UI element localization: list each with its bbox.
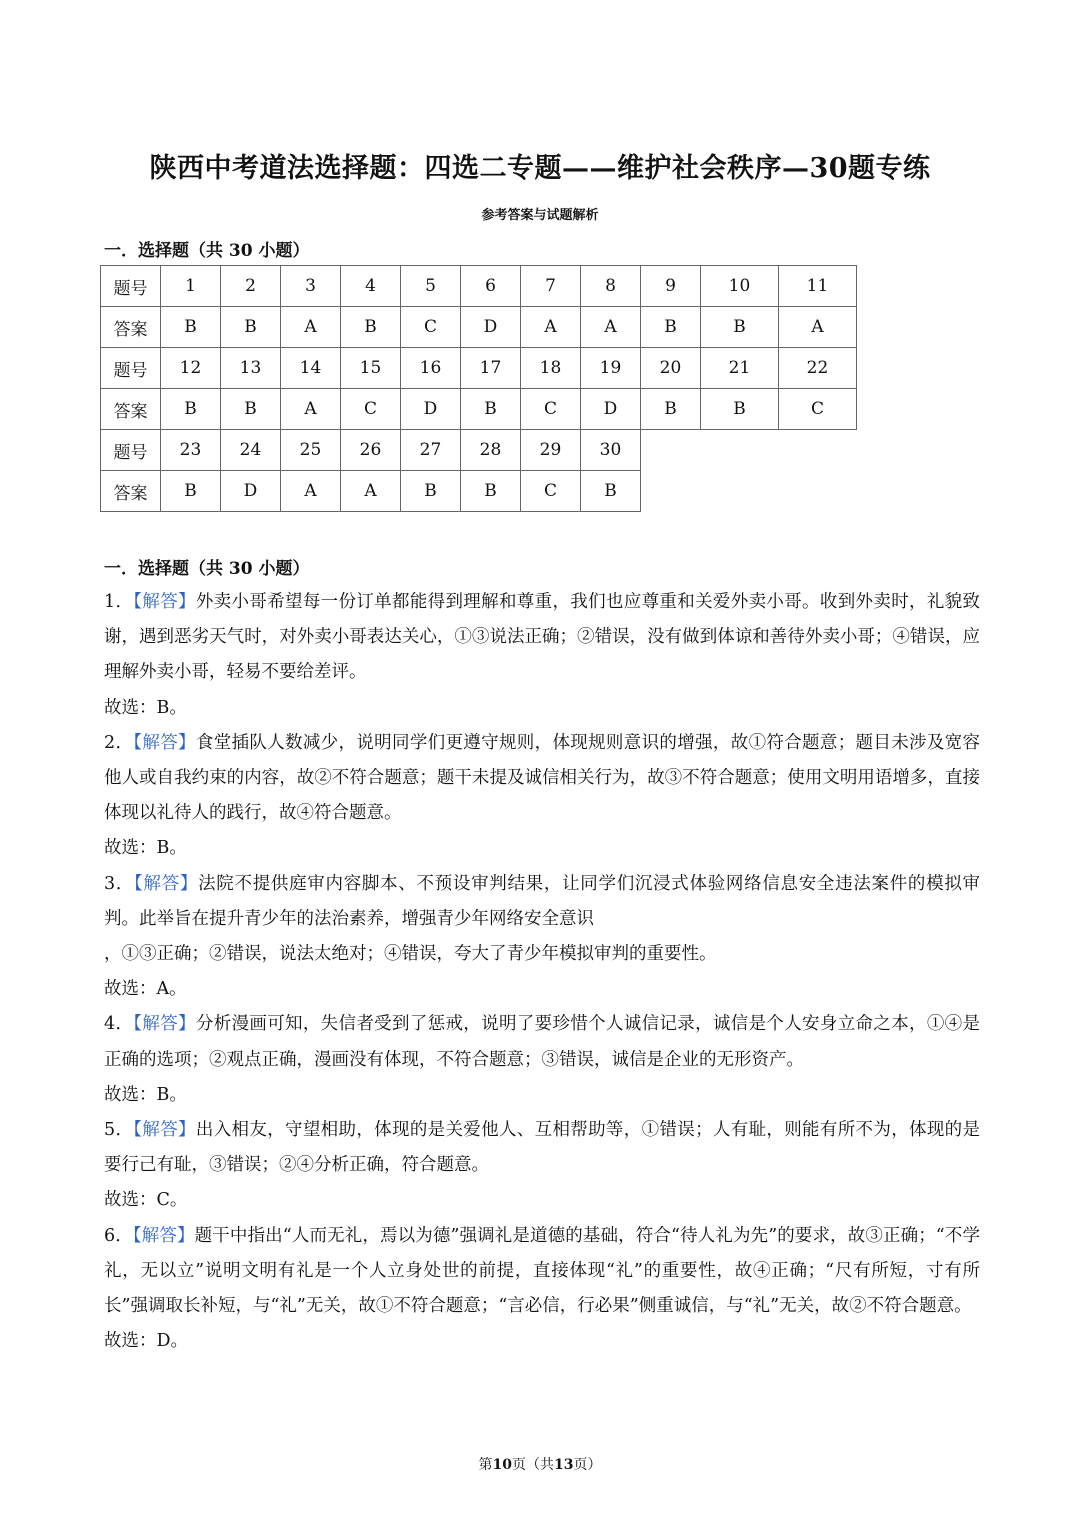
explanation-4: 4．【解答】分析漫画可知，失信者受到了惩戒，说明了要珍惜个人诚信记录，诚信是个人安身立命之本，①④是正确的选项；②观点正确，漫画没有体现，不符合题意；③错误，诚信是企业的无形资产。 bbox=[104, 1014, 981, 1070]
table-cell: C bbox=[521, 389, 581, 430]
table-row-header: 答案 bbox=[101, 307, 161, 348]
table-cell: B bbox=[641, 307, 701, 348]
page-subtitle: 参考答案与试题解析 bbox=[481, 208, 599, 223]
table-cell: 29 bbox=[521, 430, 581, 471]
answer-2: 故选：B。 bbox=[104, 838, 187, 859]
table-cell: D bbox=[581, 389, 641, 430]
table-cell: 20 bbox=[641, 348, 701, 389]
table-cell: B bbox=[161, 389, 221, 430]
table-cell: 30 bbox=[581, 430, 641, 471]
table-cell: B bbox=[341, 307, 401, 348]
table-row-header: 题号 bbox=[101, 266, 161, 307]
table-cell: A bbox=[281, 389, 341, 430]
table-cell: C bbox=[779, 389, 857, 430]
table-cell: B bbox=[221, 307, 281, 348]
table-cell bbox=[779, 430, 857, 471]
table-cell: B bbox=[641, 389, 701, 430]
table-row-header: 答案 bbox=[101, 389, 161, 430]
section-heading-answers: 一．选择题（共 30 小题） bbox=[104, 241, 310, 261]
table-cell: 18 bbox=[521, 348, 581, 389]
table-cell bbox=[779, 471, 857, 512]
table-cell: 6 bbox=[461, 266, 521, 307]
table-cell bbox=[701, 471, 779, 512]
table-cell: 5 bbox=[401, 266, 461, 307]
table-cell: 2 bbox=[221, 266, 281, 307]
table-cell: 7 bbox=[521, 266, 581, 307]
explanations bbox=[104, 585, 980, 1359]
table-row bbox=[101, 266, 857, 307]
table-cell: 9 bbox=[641, 266, 701, 307]
explanation-1: 1．【解答】外卖小哥希望每一份订单都能得到理解和尊重，我们也应尊重和关爱外卖小哥。收到外卖时，礼貌致谢，遇到恶劣天气时，对外卖小哥表达关心，①③说法正确；②错误，没有做到体谅和善待外卖小哥；④错误，应理解外卖小哥，轻易不要给差评。 bbox=[104, 592, 981, 683]
table-row-header: 题号 bbox=[101, 348, 161, 389]
explanation-5: 5．【解答】出入相友，守望相助，体现的是关爱他人、互相帮助等，①错误；人有耻，则能有所不为，体现的是要行己有耻，③错误；②④分析正确，符合题意。 bbox=[104, 1120, 981, 1176]
table-cell: 25 bbox=[281, 430, 341, 471]
table-cell: A bbox=[281, 471, 341, 512]
table-cell: B bbox=[161, 307, 221, 348]
table-cell: B bbox=[461, 471, 521, 512]
table-cell: B bbox=[461, 389, 521, 430]
page-title: 陕西中考道法选择题：四选二专题——维护社会秩序—30题专练 bbox=[149, 153, 931, 184]
table-cell: B bbox=[581, 471, 641, 512]
page-footer: 第10页（共13页） bbox=[478, 1457, 602, 1473]
table-cell: 1 bbox=[161, 266, 221, 307]
table-cell: C bbox=[401, 307, 461, 348]
table-cell bbox=[641, 471, 701, 512]
table-cell: 14 bbox=[281, 348, 341, 389]
table-cell: 3 bbox=[281, 266, 341, 307]
explanation-6: 6．【解答】题干中指出“人而无礼，焉以为德”强调礼是道德的基础，符合“待人礼为先”的要求，故③正确；“不学礼，无以立”说明文明有礼是一个人立身处世的前提，直接体现“礼”的重要性，故④正确；“尺有所短，寸有所长”强调取长补短，与“礼”无关，故①不符合题意；“言必信，行必果”侧重诚信，与“礼”无关，故②不符合题意。 bbox=[104, 1225, 980, 1317]
explanation-3: 3．【解答】法院不提供庭审内容脚本、不预设审判结果，让同学们沉浸式体验网络信息安全违法案件的模拟审判。此举旨在提升青少年的法治素养，增强青少年网络安全意识 bbox=[104, 873, 981, 929]
table-cell: 15 bbox=[341, 348, 401, 389]
answer-5: 故选：C。 bbox=[104, 1190, 188, 1211]
table-cell: 19 bbox=[581, 348, 641, 389]
table-row bbox=[101, 348, 857, 389]
table-row-header: 题号 bbox=[101, 430, 161, 471]
table-cell: B bbox=[701, 389, 779, 430]
table-cell: 4 bbox=[341, 266, 401, 307]
answer-4: 故选：B。 bbox=[104, 1084, 187, 1105]
table-cell: D bbox=[401, 389, 461, 430]
table-cell: B bbox=[161, 471, 221, 512]
table-cell: D bbox=[461, 307, 521, 348]
explanation-2: 2．【解答】食堂插队人数减少，说明同学们更遵守规则，体现规则意识的增强，故①符合题意；题目未涉及宽容他人或自我约束的内容，故②不符合题意；题干未提及诚信相关行为，故③不符合题意；使用文明用语增多，直接体现以礼待人的践行，故④符合题意。 bbox=[104, 732, 981, 824]
table-cell bbox=[701, 430, 779, 471]
table-row bbox=[101, 307, 857, 348]
table-cell: 13 bbox=[221, 348, 281, 389]
table-cell: 8 bbox=[581, 266, 641, 307]
answer-3: 故选：A。 bbox=[104, 979, 187, 1000]
table-cell: 10 bbox=[701, 266, 779, 307]
table-row bbox=[101, 389, 857, 430]
table-cell: 22 bbox=[779, 348, 857, 389]
table-cell: 26 bbox=[341, 430, 401, 471]
table-cell: B bbox=[401, 471, 461, 512]
section-heading-explanations: 一．选择题（共 30 小题） bbox=[104, 559, 310, 579]
table-row bbox=[101, 430, 857, 471]
table-cell: 16 bbox=[401, 348, 461, 389]
table-cell: B bbox=[221, 389, 281, 430]
table-cell: D bbox=[221, 471, 281, 512]
table-cell: C bbox=[341, 389, 401, 430]
table-cell bbox=[641, 430, 701, 471]
table-cell: B bbox=[701, 307, 779, 348]
table-cell: 11 bbox=[779, 266, 857, 307]
explanation-3-continued: ，①③正确；②错误，说法太绝对；④错误，夸大了青少年模拟审判的重要性。 bbox=[104, 944, 717, 965]
table-cell: A bbox=[779, 307, 857, 348]
table-cell: 28 bbox=[461, 430, 521, 471]
table-cell: A bbox=[341, 471, 401, 512]
table-cell: 27 bbox=[401, 430, 461, 471]
table-row-header: 答案 bbox=[101, 471, 161, 512]
answer-1: 故选：B。 bbox=[104, 697, 187, 718]
table-cell: 21 bbox=[701, 348, 779, 389]
table-cell: A bbox=[521, 307, 581, 348]
table-cell: A bbox=[281, 307, 341, 348]
table-cell: 12 bbox=[161, 348, 221, 389]
table-cell: A bbox=[581, 307, 641, 348]
table-cell: C bbox=[521, 471, 581, 512]
table-cell: 24 bbox=[221, 430, 281, 471]
table-cell: 17 bbox=[461, 348, 521, 389]
table-cell: 23 bbox=[161, 430, 221, 471]
answer-table bbox=[100, 265, 857, 512]
answer-6: 故选：D。 bbox=[104, 1331, 189, 1352]
table-row bbox=[101, 471, 857, 512]
